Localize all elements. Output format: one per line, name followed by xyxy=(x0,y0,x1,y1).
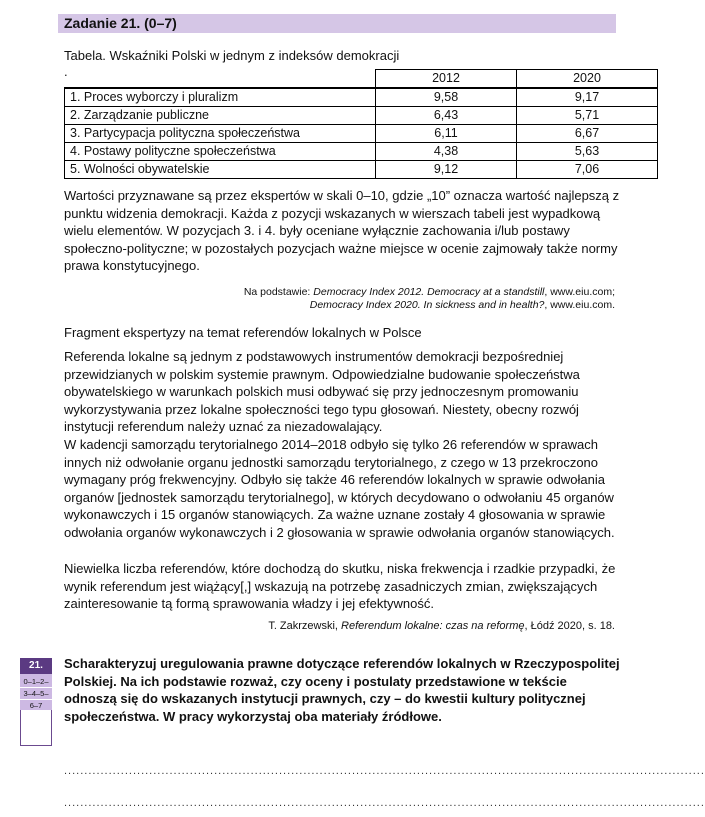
table-header-row xyxy=(65,70,658,89)
indicators-table xyxy=(64,69,658,179)
source-title-2: Democracy Index 2020. In sickness and in health? xyxy=(309,299,545,311)
task-points xyxy=(20,674,52,710)
row-label: 1. Proces wyborczy i pluralizm xyxy=(65,88,376,107)
source-title: Referendum lokalne: czas na reformę xyxy=(341,620,525,632)
table-header-empty xyxy=(65,70,376,89)
table-row xyxy=(65,107,658,125)
row-value-2012: 6,11 xyxy=(376,125,517,143)
table-header-2012: 2012 xyxy=(376,70,517,89)
fragment-title: Fragment ekspertyzy na temat referendów lokalnych w Polsce xyxy=(64,325,422,340)
source-prefix: Na podstawie: xyxy=(243,286,314,298)
fragment-paragraph-3: Niewielka liczba referendów, które dochodzą do skutku, niska frekwencja i rzadkie przypadki, że wynik referendum jest wiążący[,] wskazują na potrzebę zasadniczych zmian, zwiększających zainteresowanie tą formą sprawowania władzy i jej efektywność. xyxy=(64,561,616,611)
source-citation-2 xyxy=(268,620,615,633)
source-title-1: Democracy Index 2012. Democracy at a standstill xyxy=(313,286,545,298)
source-url-2: , www.eiu.com. xyxy=(544,299,615,311)
task-header: Zadanie 21. (0–7) xyxy=(58,14,616,33)
points-row: 3–4–5– xyxy=(20,688,52,700)
source-rest: , Łódź 2020, s. 18. xyxy=(524,620,615,632)
row-label: 5. Wolności obywatelskie xyxy=(65,161,376,179)
source-citation-1 xyxy=(244,286,615,312)
row-value-2020: 5,63 xyxy=(517,143,658,161)
row-value-2020: 5,71 xyxy=(517,107,658,125)
source-url-1: , www.eiu.com; xyxy=(544,286,615,298)
table-row xyxy=(65,161,658,179)
table-row xyxy=(65,88,658,107)
row-label: 2. Zarządzanie publiczne xyxy=(65,107,376,125)
row-value-2020: 9,17 xyxy=(517,88,658,107)
answer-line[interactable]: .............................................................................................................................................................. xyxy=(64,765,705,777)
table-note: Wartości przyznawane są przez ekspertów w skali 0–10, gdzie „10” oznacza wartość najlepszą z punktu widzenia demokracji. Każda z pozycji wskazanych w wierszach tabeli jest wypadkową wielu elementów. W pozycjach 3. i 4. były oceniane wyłącznie zachowania i/lub postawy społeczno-polityczne; w pozostałych pozycjach ważne miejsce w ocenie zajmowały także normy prawa konstytucyjnego. xyxy=(64,188,620,273)
row-value-2020: 6,67 xyxy=(517,125,658,143)
source-author: T. Zakrzewski, xyxy=(268,620,342,632)
points-row: 0–1–2– xyxy=(20,676,52,688)
fragment-paragraph-1: Referenda lokalne są jednym z podstawowych instrumentów demokracji bezpośredniej przewidzianych w polskim systemie prawnym. Odpowiedzialne budowanie społeczeństwa obywatelskiego w warunkach polskich musi odbywać się przy jednoczesnym promowaniu wykorzystywania przez lokalne społeczności tego typu głosowań. Niestety, obecny rozwój instytucji referendum należy uznać za niezadowalający. xyxy=(64,349,580,434)
table-caption: Tabela. Wskaźniki Polski w jednym z indeksów demokracji xyxy=(64,48,400,63)
task-number: 21. xyxy=(20,658,52,674)
row-value-2012: 6,43 xyxy=(376,107,517,125)
table-header-2020: 2020 xyxy=(517,70,658,89)
task-instruction: Scharakteryzuj uregulowania prawne dotyczące referendów lokalnych w Rzeczypospolitej Polskiej. Na ich podstawie rozważ, czy oceny i postulaty przedstawione w tekście odnoszą się do wskazanych instytucji prawnych, czy – do kwestii kultury politycznej społeczeństwa. W pracy wykorzystaj oba materiały źródłowe. xyxy=(64,656,620,724)
row-value-2012: 4,38 xyxy=(376,143,517,161)
table-row xyxy=(65,143,658,161)
points-row: 6–7 xyxy=(29,701,43,710)
row-value-2012: 9,58 xyxy=(376,88,517,107)
fragment-paragraph-2: W kadencji samorządu terytorialnego 2014–2018 odbyło się tylko 26 referendów w sprawach innych niż odwołanie organu jednostki samorządu terytorialnego, z czego w 13 przekroczono wymagany próg frekwencyjny. Odbyło się także 46 referendów lokalnych w sprawie odwołania organów [jednostek samorządu terytorialnego], w których decydowano o odwołaniu 45 organów wykonawczych i 15 organów stanowiących. Za ważne uznane zostały 4 głosowania w sprawie odwołania organów wykonawczych i 2 głosowania w sprawie odwołania organów stanowiących. xyxy=(64,437,615,540)
answer-line[interactable]: .............................................................................................................................................................. xyxy=(64,797,705,809)
row-value-2012: 9,12 xyxy=(376,161,517,179)
table-row xyxy=(65,125,658,143)
table-dot: . xyxy=(64,64,68,79)
row-label: 3. Partycypacja polityczna społeczeństwa xyxy=(65,125,376,143)
row-value-2020: 7,06 xyxy=(517,161,658,179)
row-label: 4. Postawy polityczne społeczeństwa xyxy=(65,143,376,161)
